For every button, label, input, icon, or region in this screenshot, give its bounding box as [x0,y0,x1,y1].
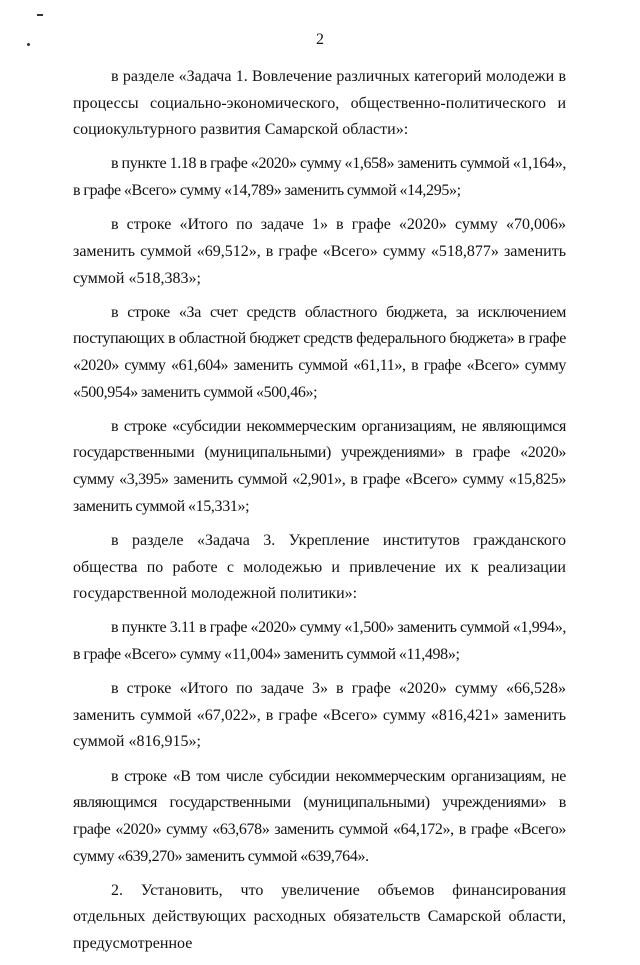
paragraph-item-1-18: в пункте 1.18 в графе «2020» сумму «1,658» заменить суммой «1,164», в графе «Всего» сумму «14,789» заменить суммой «14,295»; [73,155,566,200]
scan-artifact-mark [37,14,43,16]
paragraph-item-3-11: в пункте 3.11 в графе «2020» сумму «1,500» заменить суммой «1,994», в графе «Всего» сумму «11,004» заменить суммой «11,498»; [73,619,566,663]
paragraph-total-task-3: в строке «Итого по задаче 3» в графе «2020» сумму «66,528» заменить суммой «67,022», в графе «Всего» сумму «816,421» заменить суммой «816,915»; [73,680,566,751]
document-body [73,64,566,965]
paragraph-nonprofit-subsidies: в строке «субсидии некоммерческим организациям, не являющимся государственными (муниципальными) учреждениями» в графе «2020» сумму «3,395» заменить суммой «2,901», в графе «Всего» сумму «15,825» заменить суммой «15,331»; [73,417,566,515]
page-number: 2 [316,31,324,48]
paragraph-clause-2: 2. Установить, что увеличение объемов финансирования отдельных действующих расходных обязательств Самарской области, предусмотренное [73,881,566,952]
paragraph-task-3-section: в разделе «Задача 3. Укрепление институтов гражданского общества по работе с молодежью и привлечение их к реализации государственной молодежной политики»: [73,531,566,603]
paragraph-including-subsidies: в строке «В том числе субсидии некоммерческим организациям, не являющимся государственными (муниципальными) учреждениями» в графе «2020» сумму «63,678» заменить суммой «64,172», в графе «Всего» сумму «639,270» заменить суммой «639,764». [73,767,566,865]
paragraph-task-1-section: в разделе «Задача 1. Вовлечение различных категорий молодежи в процессы социально-экономического, общественно-политического и социокультурного развития Самарской области»: [73,68,566,139]
paragraph-total-task-1: в строке «Итого по задаче 1» в графе «2020» сумму «70,006» заменить суммой «69,512», в графе «Всего» сумму «518,877» заменить суммой «518,383»; [73,216,566,287]
paragraph-regional-budget: в строке «За счет средств областного бюджета, за исключением поступающих в областной бюджет средств федерального бюджета» в графе «2020» сумму «61,604» заменить суммой «61,11», в графе «Всего» сумму «500,954» заменить суммой «500,46»; [73,303,566,401]
